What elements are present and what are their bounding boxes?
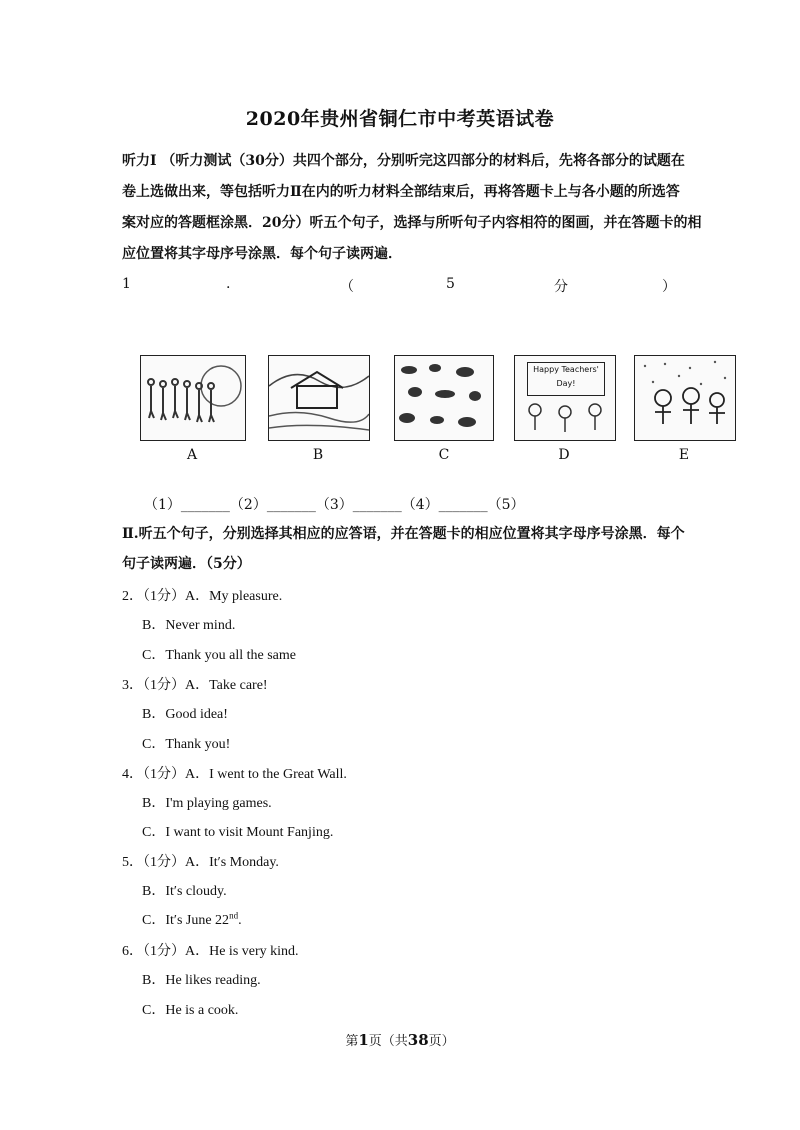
question-score: 5 xyxy=(446,276,455,292)
score-unit: 分 xyxy=(554,279,568,295)
question-stem: 4．（1分）A．I went to the Great Wall. xyxy=(122,767,347,782)
section1-instructions xyxy=(122,146,702,270)
instruction-line: 句子读两遍．（5分） xyxy=(122,556,251,572)
instruction-line: 听力Ⅰ （听力测试（30分）共四个部分，分别听完这四部分的材料后，先将各部分的试题在 xyxy=(122,153,685,169)
picture-e-label: E xyxy=(678,447,690,463)
footer-mid: 页（共 xyxy=(368,1034,408,1049)
footer-pre: 第 xyxy=(345,1034,359,1049)
teachers-day-banner: Happy Teachers' Day! xyxy=(527,362,605,396)
instruction-line: Ⅱ.听五个句子，分别选择其相应的应答语，并在答题卡的相应位置将其字母序号涂黑．每个 xyxy=(122,526,685,542)
option-b: B．I'm playing games. xyxy=(142,796,272,811)
option-b: B．He likes reading. xyxy=(142,973,261,988)
instruction-line: 卷上选做出来，等包括听力Ⅱ在内的听力材料全部结束后，再将答题卡上与各小题的所选答 xyxy=(122,184,680,200)
picture-d xyxy=(514,355,616,441)
picture-d-label: D xyxy=(558,447,570,463)
question-stem: 5．（1分）A．It′s Monday. xyxy=(122,855,279,870)
option-b: B．It′s cloudy. xyxy=(142,884,227,899)
option-c: C．He is a cook. xyxy=(142,1003,239,1018)
instruction-line: 案对应的答题框涂黑．20分）听五个句子，选择与所听句子内容相符的图画，并在答题卡的相 xyxy=(122,215,702,231)
option-c-text: C．It′s June 22 xyxy=(142,913,230,928)
question-stem: 2．（1分）A．My pleasure. xyxy=(122,589,283,604)
picture-c-label: C xyxy=(438,447,450,463)
option-c-end: . xyxy=(238,913,242,928)
page-title: 2020年贵州省铜仁市中考英语试卷 xyxy=(245,108,555,130)
picture-b xyxy=(268,355,370,441)
question-number: 1 xyxy=(122,276,131,292)
option-c: C．Thank you! xyxy=(142,737,231,752)
option-c: C．I want to visit Mount Fanjing. xyxy=(142,825,334,840)
answer-blanks: （1）_______（2）_______（3）_______（4）_______（5） xyxy=(144,497,525,513)
picture-b-label: B xyxy=(312,447,324,463)
picture-options xyxy=(140,355,740,465)
total-pages: 38 xyxy=(407,1031,429,1049)
left-paren: （ xyxy=(340,279,354,295)
current-page: 1 xyxy=(358,1031,369,1049)
question-dot: . xyxy=(226,276,231,292)
picture-a-label: A xyxy=(186,447,198,463)
picture-a xyxy=(140,355,246,441)
footer-post: 页） xyxy=(428,1034,455,1049)
option-c xyxy=(142,909,242,929)
section2-instructions xyxy=(122,519,692,579)
question-1-header xyxy=(122,276,682,296)
option-b: B．Good idea! xyxy=(142,707,228,722)
question-stem: 6．（1分）A．He is very kind. xyxy=(122,944,299,959)
question-stem: 3．（1分）A．Take care! xyxy=(122,678,268,693)
option-c: C．Thank you all the same xyxy=(142,648,296,663)
picture-c xyxy=(394,355,494,441)
picture-e xyxy=(634,355,736,441)
page-footer xyxy=(0,1030,800,1049)
option-b: B．Never mind. xyxy=(142,618,236,633)
right-paren: ） xyxy=(662,279,676,295)
ordinal-suffix: nd xyxy=(229,910,239,921)
instruction-line: 应位置将其字母序号涂黑．每个句子读两遍． xyxy=(122,246,402,262)
